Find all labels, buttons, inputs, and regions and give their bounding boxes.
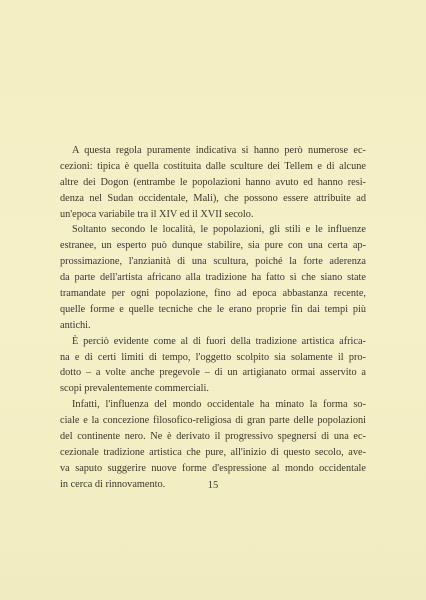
text-line: È perciò evidente come al di fuori della tradizione artistica africa-: [72, 335, 366, 347]
text-line: denza nel Sudan occidentale, Mali), che possono essere attribuite ad: [60, 192, 366, 204]
text-line: dotto – a volte anche pregevole – di un artigianato ormai asservito a: [60, 367, 366, 379]
text-line: da parte dell'artista africano alla tradizione ha fatto sì che siano state: [60, 272, 366, 284]
text-line: cezioni: tipica è quella costituita dalle sculture dei Tellem e di alcune: [60, 160, 366, 172]
text-line: Soltanto secondo le località, le popolazioni, gli stili e le influenze: [72, 224, 366, 236]
text-line: altre dei Dogon (entrambe le popolazioni hanno avuto ed hanno resi-: [60, 176, 366, 188]
text-line: scopi prevalentemente commerciali.: [60, 383, 209, 395]
text-line: in cerca di rinnovamento.: [60, 478, 166, 490]
text-line: un'epoca variabile tra il XIV ed il XVII secolo.: [60, 208, 254, 220]
paragraph-3: [60, 334, 366, 398]
paragraph-2: [60, 222, 366, 333]
text-line: na e di certi limiti di tempo, l'oggetto scolpito sia solamente il pro-: [60, 351, 366, 363]
text-line: del continente nero. Ne è derivato il progressivo spegnersi di una ec-: [60, 431, 366, 443]
paragraph-1: [60, 143, 366, 222]
text-line: prossimazione, l'anzianità di una scultura, poiché la forte aderenza: [60, 256, 366, 268]
text-line: va saputo suggerire nuove forme d'espressione al mondo occidentale: [60, 462, 366, 474]
page-number: 15: [207, 480, 219, 491]
text-line: ciale e la concezione filosofico-religiosa di gran parte delle popolazioni: [60, 415, 366, 427]
text-line: cezionale tradizione artistica che pure, all'inizio di questo secolo, ave-: [60, 446, 366, 458]
text-line: Infatti, l'influenza del mondo occidentale ha minato la forma so-: [72, 399, 366, 411]
text-line: estranee, un esperto può dunque stabilire, sia pure con una certa ap-: [60, 240, 366, 252]
text-line: A questa regola puramente indicativa si hanno però numerose ec-: [72, 145, 366, 156]
text-line: tramandate per ogni popolazione, fino ad epoca abbastanza recente,: [60, 288, 366, 300]
paragraph-4: [60, 397, 366, 492]
body-text: [60, 143, 366, 493]
text-line: quelle forme e quelle tecniche che le erano proprie fin dai tempi più: [60, 303, 366, 315]
text-line: antichi.: [60, 319, 91, 331]
